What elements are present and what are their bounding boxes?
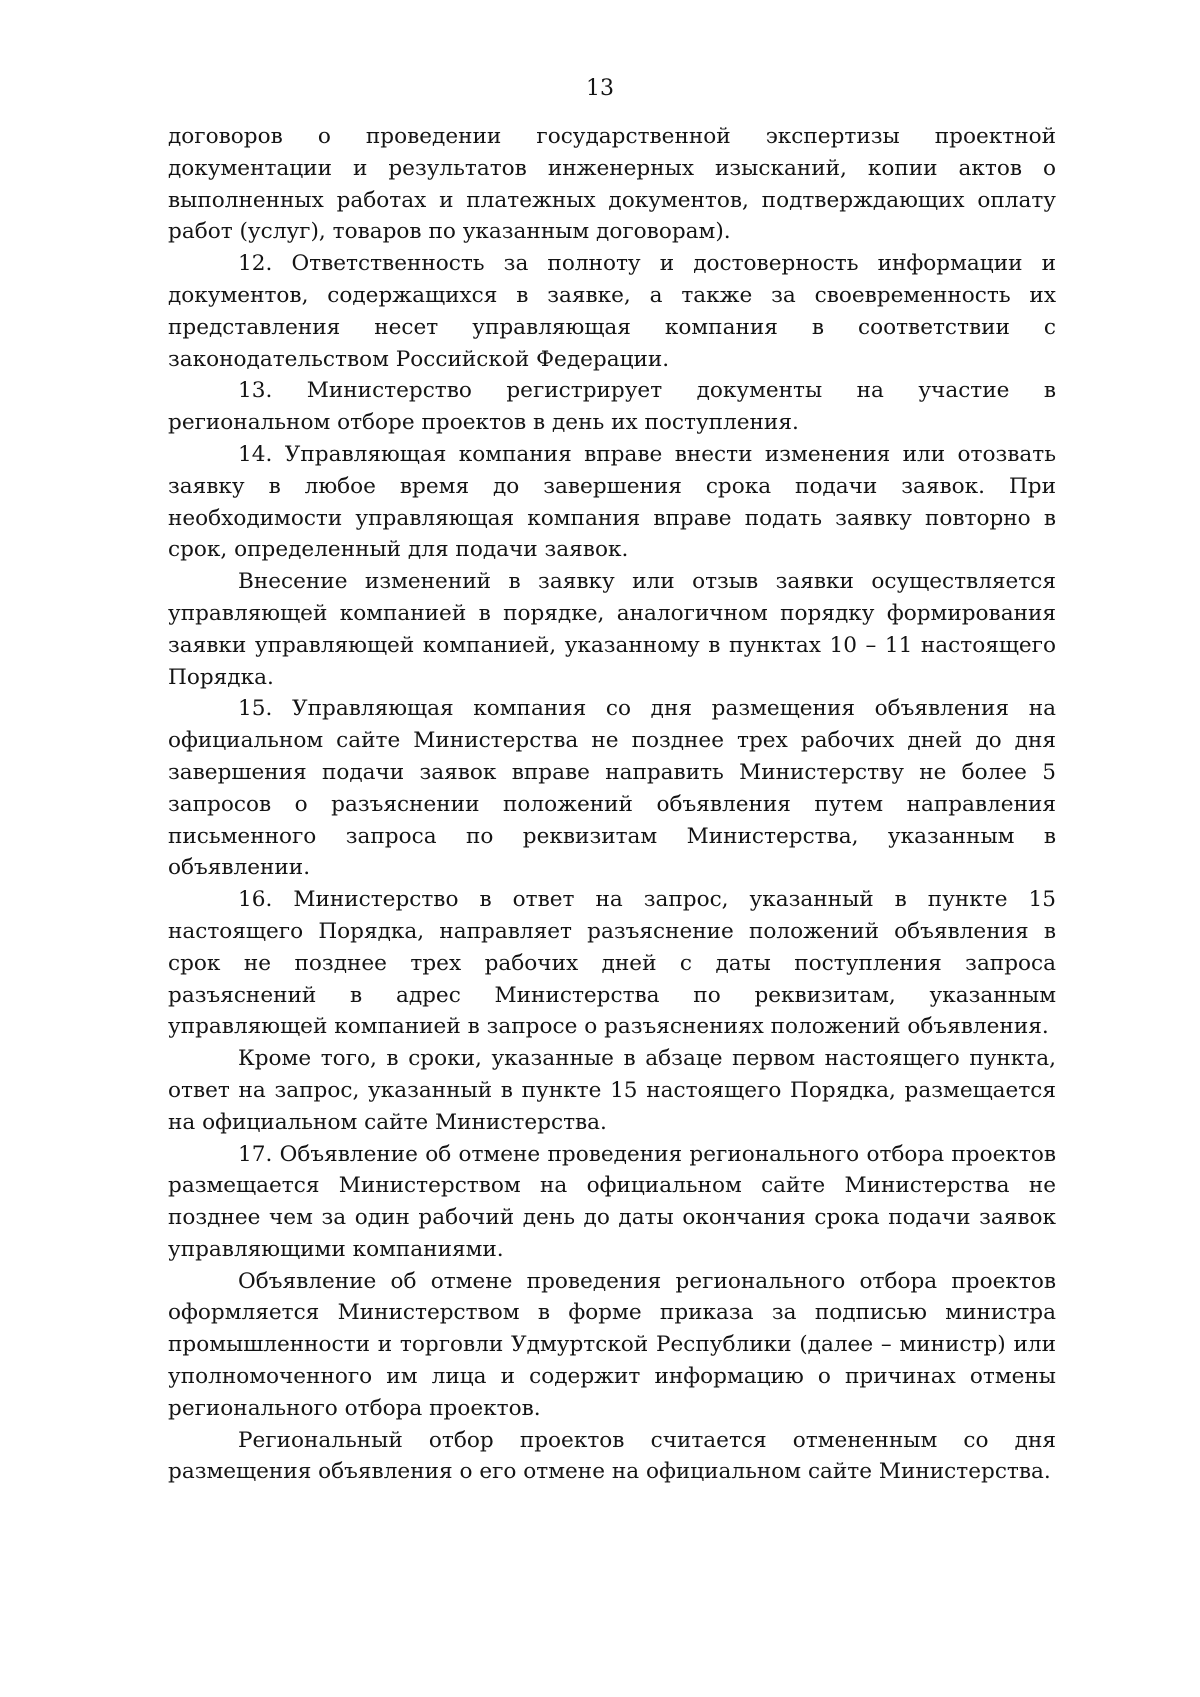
paragraph-item-17-order: Объявление об отмене проведения регионального отбора проектов оформляется Министерством в форме приказа за подписью министра промышленности и торговли Удмуртской Республики (далее – министр) или уполномоченного им лица и содержит информацию о причинах отмены регионального отбора проектов. [168, 1268, 1056, 1421]
document-body [168, 121, 1056, 1488]
paragraph-item-13: 13. Министерство регистрирует документы на участие в региональном отборе проектов в день их поступления. [168, 378, 1056, 436]
paragraph-item-12: 12. Ответственность за полноту и достоверность информации и документов, содержащихся в заявке, а также за своевременность их представления несет управляющая компания в соответствии с законодательством Российской Федерации. [168, 251, 1056, 372]
paragraph-item-14-changes: Внесение изменений в заявку или отзыв заявки осуществляется управляющей компанией в порядке, аналогичном порядку формирования заявки управляющей компанией, указанному в пунктах 10 – 11 настоящего Порядка. [168, 569, 1056, 690]
paragraph-item-16-publication: Кроме того, в сроки, указанные в абзаце первом настоящего пункта, ответ на запрос, указанный в пункте 15 настоящего Порядка, размещается на официальном сайте Министерства. [168, 1046, 1056, 1135]
paragraph-item-17: 17. Объявление об отмене проведения регионального отбора проектов размещается Министерством на официальном сайте Министерства не позднее чем за один рабочий день до даты окончания срока подачи заявок управляющими компаниями. [168, 1141, 1056, 1262]
paragraph-item-16: 16. Министерство в ответ на запрос, указанный в пункте 15 настоящего Порядка, направляет разъяснение положений объявления в срок не позднее трех рабочих дней с даты поступления запроса разъяснений в адрес Министерства по реквизитам, указанным управляющей компанией в запросе о разъяснениях положений объявления. [168, 887, 1056, 1040]
paragraph-item-17-cancellation: Региональный отбор проектов считается отмененным со дня размещения объявления о его отмене на официальном сайте Министерства. [168, 1427, 1056, 1485]
paragraph-continuation: договоров о проведении государственной экспертизы проектной документации и результатов инженерных изысканий, копии актов о выполненных работах и платежных документов, подтверждающих оплату работ (услуг), товаров по указанным договорам). [168, 124, 1056, 245]
paragraph-item-14: 14. Управляющая компания вправе внести изменения или отозвать заявку в любое время до завершения срока подачи заявок. При необходимости управляющая компания вправе подать заявку повторно в срок, определенный для подачи заявок. [168, 441, 1056, 563]
page-number: 13 [586, 76, 614, 101]
paragraph-item-15: 15. Управляющая компания со дня размещения объявления на официальном сайте Министерства не позднее трех рабочих дней до дня завершения подачи заявок вправе направить Министерству не более 5 запросов о разъяснении положений объявления путем направления письменного запроса по реквизитам Министерства, указанным в объявлении. [168, 696, 1056, 881]
